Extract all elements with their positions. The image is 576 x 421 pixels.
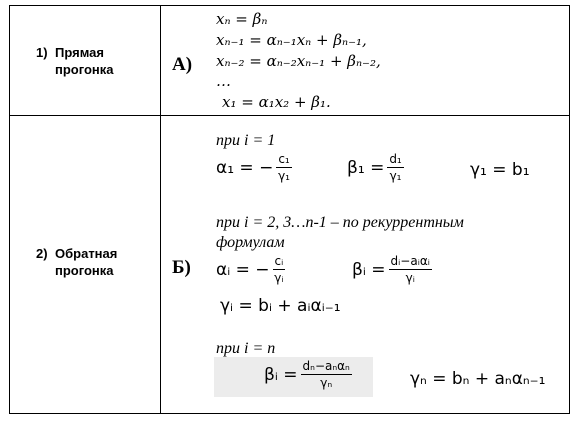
beta-1-numerator: d₁: [389, 152, 402, 166]
row1-label-line1: Прямая: [55, 45, 104, 60]
row-divider: [10, 115, 569, 116]
formula-gamma-n: [410, 369, 545, 389]
beta-1-fraction: [387, 152, 403, 183]
formula-beta-n: [264, 359, 355, 390]
condition-recurrent-line1: при i = 2, 3…n-1 – по рекуррентным: [216, 214, 464, 231]
beta-i-fraction: [389, 254, 432, 285]
row1-letter: А): [172, 54, 193, 75]
alpha-i-lhs: αᵢ = −: [216, 259, 270, 280]
gamma-n-text: γₙ = bₙ + aₙαₙ₋₁: [410, 369, 546, 389]
beta-1-lhs: β₁ =: [347, 157, 385, 178]
forward-eq-3: xₙ₋₂ = αₙ₋₂xₙ₋₁ + βₙ₋₂,: [216, 52, 381, 70]
formula-alpha-i: [216, 254, 288, 285]
row1-label-line2: прогонка: [55, 62, 114, 77]
beta-n-fraction: [301, 359, 352, 390]
alpha-1-fraction: [276, 152, 291, 183]
beta-n-numerator: dₙ−aₙαₙ: [302, 359, 350, 373]
alpha-i-denominator: γᵢ: [274, 271, 284, 285]
row2-letter: Б): [172, 257, 191, 278]
row2-number: 2): [36, 246, 48, 261]
row1-number: 1): [36, 45, 48, 60]
forward-eq-2: xₙ₋₁ = αₙ₋₁xₙ + βₙ₋₁,: [216, 31, 367, 49]
formula-alpha-1: [216, 152, 295, 183]
formula-gamma-i: [220, 296, 341, 316]
gamma-i-text: γᵢ = bᵢ + aᵢαᵢ₋₁: [220, 296, 341, 316]
row2-label-line2: прогонка: [55, 263, 114, 278]
alpha-i-numerator: cᵢ: [274, 254, 284, 268]
formula-beta-1: [347, 152, 407, 183]
row1-label: [36, 44, 114, 78]
beta-i-numerator: dᵢ−aᵢαᵢ: [390, 254, 430, 268]
gamma-1-text: γ₁ = b₁: [470, 160, 530, 180]
beta-i-denominator: γᵢ: [405, 271, 415, 285]
column-divider: [160, 6, 161, 413]
forward-eq-ellipsis: …: [216, 72, 231, 90]
forward-eq-1: xₙ = βₙ: [216, 10, 268, 28]
row2-label-line1: Обратная: [55, 246, 118, 261]
beta-n-denominator: γₙ: [320, 376, 333, 390]
row2-label: [36, 245, 117, 279]
alpha-1-lhs: α₁ = −: [216, 157, 274, 178]
condition-i-1: при i = 1: [216, 132, 276, 149]
beta-1-denominator: γ₁: [389, 169, 402, 183]
beta-n-lhs: βᵢ =: [264, 364, 298, 385]
beta-i-lhs: βᵢ =: [352, 259, 386, 280]
forward-eq-4: x₁ = α₁x₂ + β₁.: [222, 93, 331, 111]
formula-gamma-1: [470, 160, 530, 180]
alpha-1-numerator: c₁: [278, 152, 290, 166]
formula-beta-i: [352, 254, 435, 285]
condition-i-n: при i = n: [216, 340, 276, 357]
alpha-1-denominator: γ₁: [278, 169, 290, 183]
alpha-i-fraction: [273, 254, 286, 285]
condition-recurrent-line2: формулам: [216, 234, 285, 251]
